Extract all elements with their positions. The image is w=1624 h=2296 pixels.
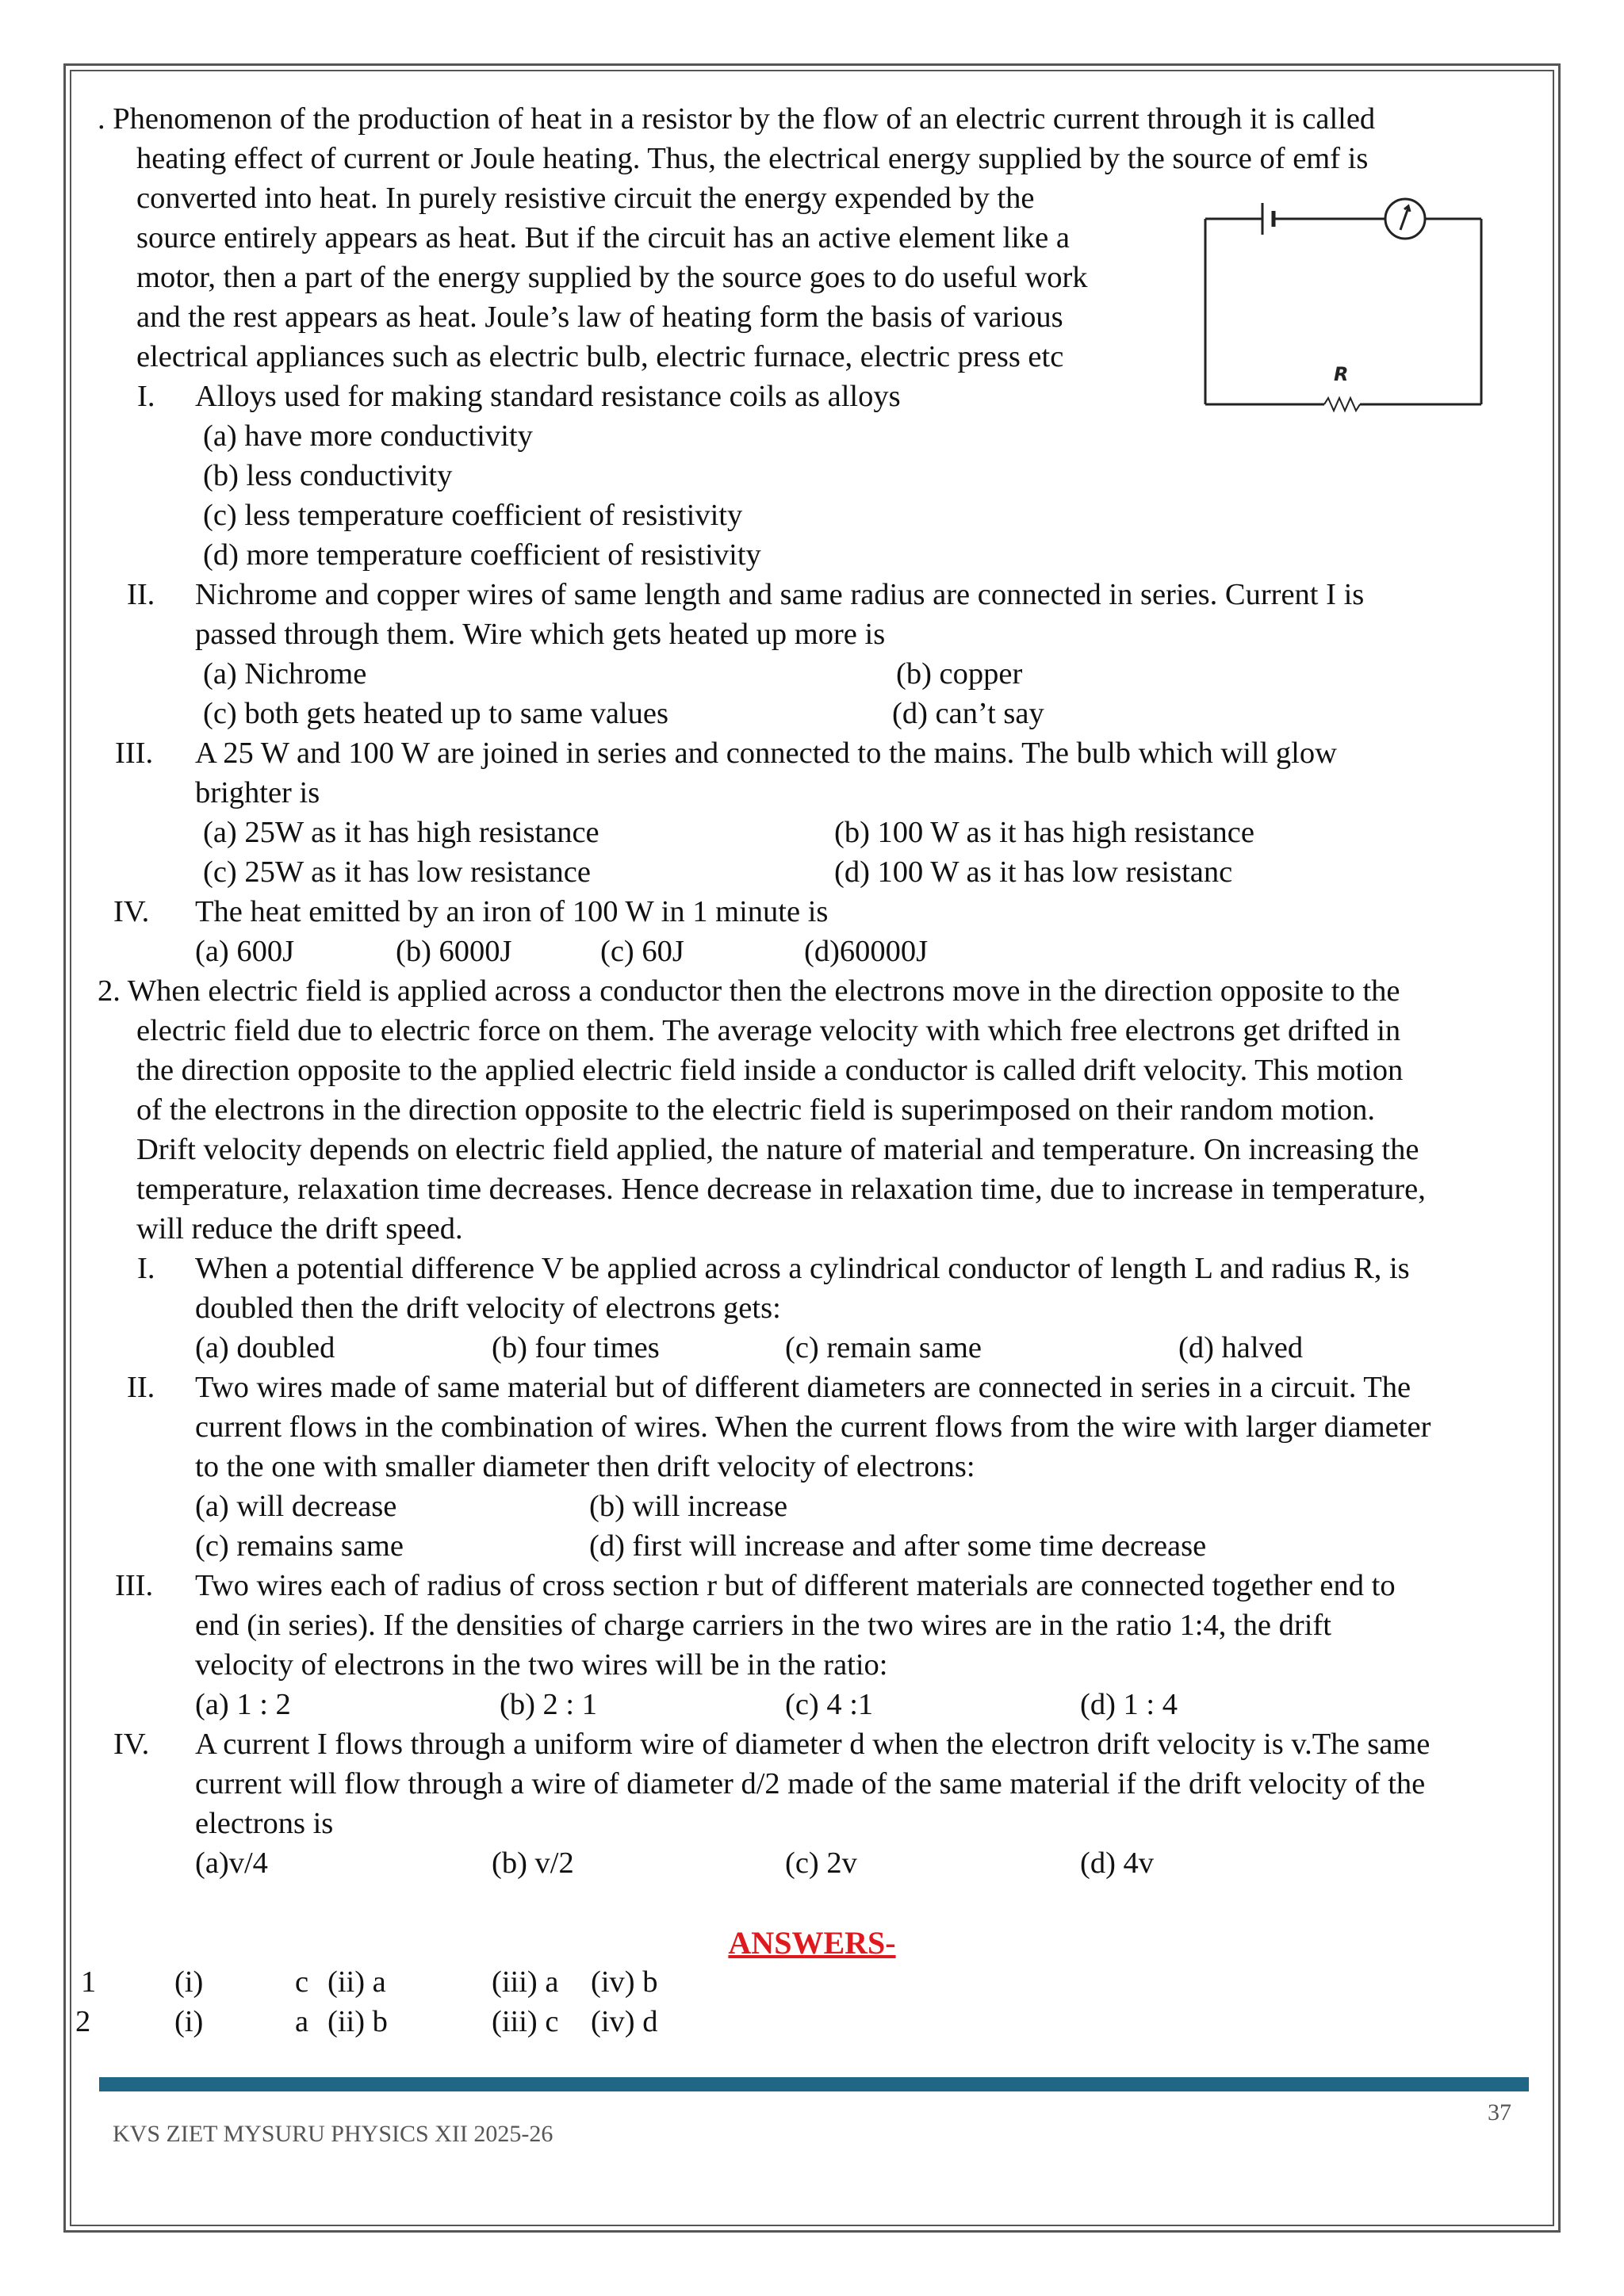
para2-line1: 2. When electric field is applied across a conductor then the electrons move in the direction opposite to the	[98, 974, 1400, 1008]
q1-iii-option-b: (b) 100 W as it has high resistance	[834, 816, 1254, 849]
para1-line5: motor, then a part of the energy supplied by the source goes to do useful work	[136, 261, 1088, 294]
q1-iii-option-c: (c) 25W as it has low resistance	[203, 855, 591, 889]
galvanometer-needle	[1400, 208, 1408, 230]
q2-i-option-a: (a) doubled	[195, 1331, 335, 1364]
para2-line3: the direction opposite to the applied electric field inside a conductor is called drift velocity. This motion	[136, 1054, 1404, 1087]
q1-i-option-a: (a) have more conductivity	[203, 419, 533, 453]
q2-i-option-b: (b) four times	[492, 1331, 660, 1364]
para1-line2: heating effect of current or Joule heating. Thus, the electrical energy supplied by the source of emf is	[136, 142, 1369, 175]
q1-iii-number: III.	[115, 737, 154, 770]
q2-i-option-d: (d) halved	[1178, 1331, 1304, 1364]
q1-i-option-d: (d) more temperature coefficient of resistivity	[203, 538, 761, 572]
answer-row-2-ii: (ii) b	[327, 2005, 388, 2038]
answer-row-1-i: (i)	[174, 1965, 204, 1999]
para1-line4: source entirely appears as heat. But if the circuit has an active element like a	[136, 221, 1070, 254]
q1-i-option-c: (c) less temperature coefficient of resistivity	[203, 499, 743, 532]
q2-ii-text-line3: to the one with smaller diameter then drift velocity of electrons:	[195, 1450, 975, 1483]
footer-text: KVS ZIET MYSURU PHYSICS XII 2025-26	[113, 2121, 553, 2147]
q1-iv-option-b: (b) 6000J	[396, 935, 512, 968]
q1-i-number: I.	[137, 380, 155, 413]
q2-ii-option-c: (c) remains same	[195, 1529, 404, 1563]
resistor-label: R	[1334, 363, 1349, 385]
q1-i-text: Alloys used for making standard resistance coils as alloys	[195, 380, 901, 413]
q2-iv-text-line1: A current I flows through a uniform wire of diameter d when the electron drift velocity is v.The same	[195, 1728, 1431, 1761]
q1-iii-option-d: (d) 100 W as it has low resistanc	[834, 855, 1233, 889]
q1-ii-text-line2: passed through them. Wire which gets heated up more is	[195, 618, 886, 651]
resistor-zigzag	[1324, 398, 1360, 411]
q1-iii-text-line1: A 25 W and 100 W are joined in series and connected to the mains. The bulb which will glow	[195, 737, 1337, 770]
para2-line2: electric field due to electric force on them. The average velocity with which free electrons get drifted in	[136, 1014, 1401, 1047]
q2-iii-text-line3: velocity of electrons in the two wires will be in the ratio:	[195, 1648, 888, 1682]
q1-iv-option-a: (a) 600J	[195, 935, 295, 968]
q1-ii-text-line1: Nichrome and copper wires of same length and same radius are connected in series. Current I is	[195, 578, 1365, 611]
para2-line5: Drift velocity depends on electric field applied, the nature of material and temperature. On increasing the	[136, 1133, 1419, 1166]
answers-title: ANSWERS-	[728, 1925, 896, 1961]
q2-iv-option-d: (d) 4v	[1080, 1846, 1155, 1880]
q2-iii-text-line2: end (in series). If the densities of charge carriers in the two wires are in the ratio 1:4, the drift	[195, 1609, 1331, 1642]
para2-line7: will reduce the drift speed.	[136, 1212, 463, 1246]
q1-ii-option-b: (b) copper	[896, 657, 1023, 691]
q1-iii-text-line2: brighter is	[195, 776, 320, 809]
para2-line6: temperature, relaxation time decreases. Hence decrease in relaxation time, due to increase in temperature,	[136, 1173, 1426, 1206]
answer-row-2-i-value: a	[295, 2005, 309, 2038]
circuit-diagram	[1197, 197, 1491, 427]
q2-i-text-line2: doubled then the drift velocity of electrons gets:	[195, 1292, 781, 1325]
para1-line1: . Phenomenon of the production of heat in a resistor by the flow of an electric current through it is called	[98, 102, 1376, 136]
q1-iv-number: IV.	[113, 895, 150, 928]
q1-iv-text: The heat emitted by an iron of 100 W in 1 minute is	[195, 895, 829, 928]
q2-ii-option-b: (b) will increase	[589, 1490, 788, 1523]
page-number: 37	[1488, 2099, 1511, 2126]
q2-iii-option-c: (c) 4 :1	[785, 1688, 874, 1721]
q2-iii-text-line1: Two wires each of radius of cross section r but of different materials are connected together end to	[195, 1569, 1396, 1602]
q2-i-number: I.	[137, 1252, 155, 1285]
q2-iv-text-line3: electrons is	[195, 1807, 334, 1840]
q2-i-option-c: (c) remain same	[785, 1331, 982, 1364]
para1-line3: converted into heat. In purely resistive circuit the energy expended by the	[136, 182, 1035, 215]
answer-row-1-i-value: c	[295, 1965, 309, 1999]
q2-iv-option-b: (b) v/2	[492, 1846, 574, 1880]
para1-line7: electrical appliances such as electric bulb, electric furnace, electric press etc	[136, 340, 1064, 373]
q1-iv-option-d: (d)60000J	[804, 935, 929, 968]
answer-row-1-number: 1	[81, 1965, 97, 1999]
q2-iii-option-a: (a) 1 : 2	[195, 1688, 291, 1721]
answer-row-1-iv: (iv) b	[591, 1965, 658, 1999]
answer-row-1-ii: (ii) a	[327, 1965, 386, 1999]
q2-ii-text-line1: Two wires made of same material but of different diameters are connected in series in a circuit. The	[195, 1371, 1411, 1404]
q2-ii-option-a: (a) will decrease	[195, 1490, 397, 1523]
q1-ii-number: II.	[127, 578, 155, 611]
q2-i-text-line1: When a potential difference V be applied across a cylindrical conductor of length L and radius R, is	[195, 1252, 1410, 1285]
q1-ii-option-d: (d) can’t say	[892, 697, 1044, 730]
q2-iii-option-d: (d) 1 : 4	[1080, 1688, 1178, 1721]
para1-line6: and the rest appears as heat. Joule’s law of heating form the basis of various	[136, 300, 1063, 334]
footer-divider-bar	[99, 2077, 1529, 2091]
q1-ii-option-a: (a) Nichrome	[203, 657, 367, 691]
answer-row-2-i: (i)	[174, 2005, 204, 2038]
q2-iii-number: III.	[115, 1569, 154, 1602]
q2-ii-option-d: (d) first will increase and after some time decrease	[589, 1529, 1207, 1563]
q2-iv-option-a: (a)v/4	[195, 1846, 268, 1880]
q2-iv-number: IV.	[113, 1728, 150, 1761]
answer-row-1-iii: (iii) a	[492, 1965, 559, 1999]
q2-iv-text-line2: current will flow through a wire of diameter d/2 made of the same material if the drift velocity of the	[195, 1767, 1426, 1800]
answer-row-2-iii: (iii) c	[492, 2005, 559, 2038]
para2-line4: of the electrons in the direction opposite to the electric field is superimposed on their random motion.	[136, 1093, 1376, 1127]
q1-iii-option-a: (a) 25W as it has high resistance	[203, 816, 599, 849]
q2-iv-option-c: (c) 2v	[785, 1846, 857, 1880]
q1-ii-option-c: (c) both gets heated up to same values	[203, 697, 668, 730]
q2-ii-text-line2: current flows in the combination of wires. When the current flows from the wire with larger diameter	[195, 1410, 1431, 1444]
q2-ii-number: II.	[127, 1371, 155, 1404]
q1-iv-option-c: (c) 60J	[600, 935, 684, 968]
q1-i-option-b: (b) less conductivity	[203, 459, 453, 492]
answer-row-2-number: 2	[75, 2005, 91, 2038]
q2-iii-option-b: (b) 2 : 1	[500, 1688, 597, 1721]
answer-row-2-iv: (iv) d	[591, 2005, 658, 2038]
